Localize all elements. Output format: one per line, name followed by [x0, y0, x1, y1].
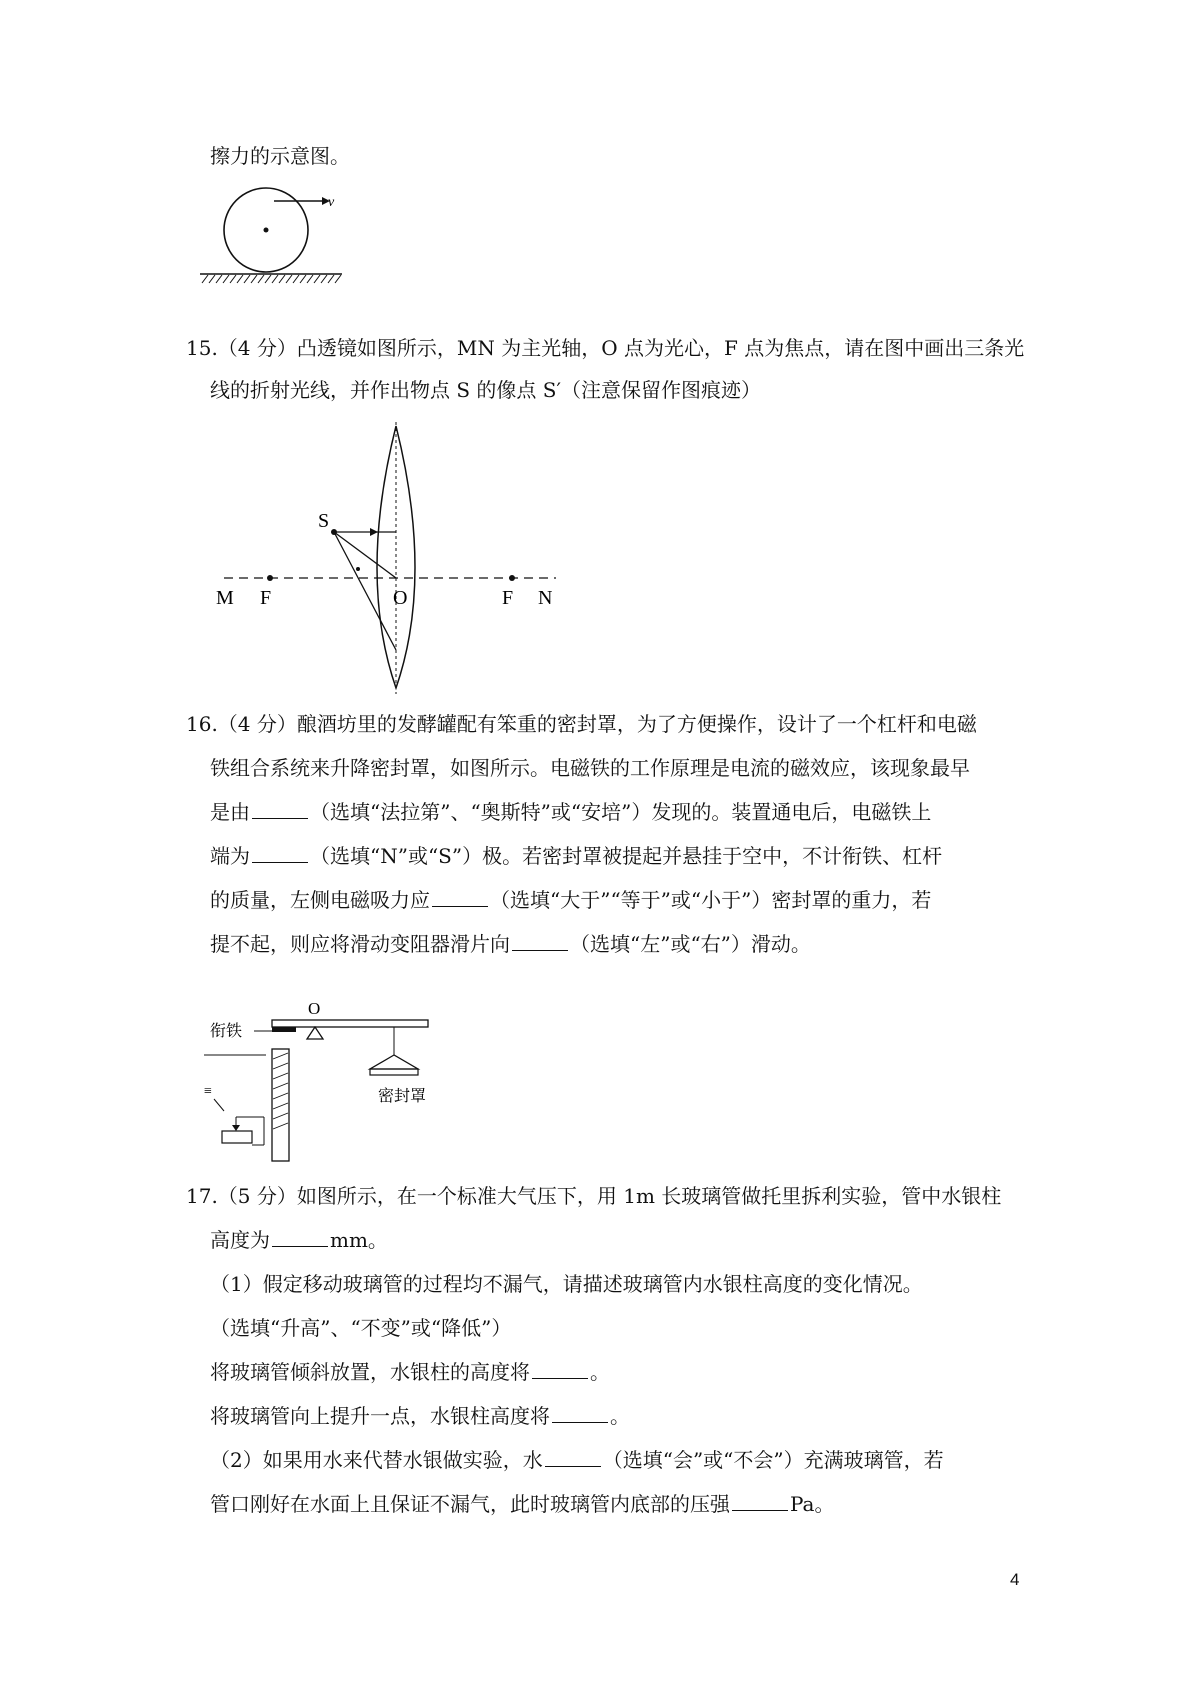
- q17-line6: 将玻璃管向上提升一点，水银柱高度将 。: [210, 1404, 630, 1428]
- label-s: S: [318, 510, 330, 532]
- q16-line1: 16.（4 分）酿酒坊里的发酵罐配有笨重的密封罩，为了方便操作，设计了一个杠杆和电磁: [186, 712, 977, 736]
- armature: [272, 1027, 296, 1032]
- q15-line2: 线的折射光线，并作出物点 S 的像点 S′（注意保留作图痕迹）: [210, 378, 762, 402]
- power-source-glyph: ≡: [204, 1084, 212, 1099]
- q17-line8: 管口刚好在水面上且保证不漏气，此时玻璃管内底部的压强 Pa。: [210, 1492, 835, 1516]
- lever-bar: [272, 1020, 428, 1027]
- q16-line5: 的质量，左侧电磁吸力应 （选填“大于”“等于”或“小于”）密封罩的重力，若: [210, 888, 932, 912]
- ray-through-focus: [334, 532, 396, 650]
- label-f-left: F: [260, 587, 272, 609]
- q17-line5: 将玻璃管倾斜放置，水银柱的高度将 。: [210, 1360, 610, 1384]
- lever-figure: [200, 993, 460, 1168]
- answer-blank: [432, 888, 488, 907]
- lens-figure: [210, 420, 570, 695]
- q17-line7: （2）如果用水来代替水银做实验，水 （选填“会”或“不会”）充满玻璃管，若: [210, 1448, 944, 1472]
- label-f-right: F: [502, 587, 514, 609]
- label-n: N: [538, 587, 553, 609]
- electromagnet-coil: [273, 1053, 288, 1129]
- page-number: 4: [1010, 1570, 1020, 1589]
- q16-line4: 端为 （选填“N”或“S”）极。若密封罩被提起并悬挂于空中，不计衔铁、杠杆: [210, 844, 943, 868]
- ground-hatch: [202, 275, 341, 283]
- ray-through-center: [334, 532, 396, 578]
- q16-line3: 是由 （选填“法拉第”、“奥斯特”或“安培”）发现的。装置通电后，电磁铁上: [210, 800, 932, 824]
- intro-text: 擦力的示意图。: [210, 144, 350, 168]
- label-armature: 衔铁: [210, 1023, 243, 1040]
- q17-line2: 高度为 mm。: [210, 1228, 388, 1252]
- q17-line1: 17.（5 分）如图所示，在一个标准大气压下，用 1m 长玻璃管做托里拆利实验，管中水银柱: [186, 1184, 1002, 1208]
- answer-blank: [552, 1404, 608, 1423]
- answer-blank: [252, 800, 308, 819]
- q17-line4: （选填“升高”、“不变”或“降低”）: [210, 1316, 512, 1340]
- answer-blank: [732, 1492, 788, 1511]
- answer-blank: [545, 1448, 601, 1467]
- answer-blank: [252, 844, 308, 863]
- label-o: O: [393, 587, 408, 609]
- seal-cover: [370, 1069, 418, 1075]
- q16-line2: 铁组合系统来升降密封罩，如图所示。电磁铁的工作原理是电流的磁效应，该现象最早: [210, 756, 970, 780]
- wheel-center: [264, 228, 269, 233]
- label-cover: 密封罩: [378, 1088, 427, 1105]
- q17-line3: （1）假定移动玻璃管的过程均不漏气，请描述玻璃管内水银柱高度的变化情况。: [210, 1272, 923, 1296]
- focus-left-point: [267, 575, 273, 581]
- seal-cover-hook: [370, 1055, 418, 1069]
- rheostat: [222, 1131, 252, 1143]
- q16-line6: 提不起，则应将滑动变阻器滑片向 （选填“左”或“右”）滑动。: [210, 932, 811, 956]
- q15-line1: 15.（4 分）凸透镜如图所示，MN 为主光轴，O 点为光心，F 点为焦点，请在图中画出三条光: [186, 336, 1025, 360]
- fulcrum: [307, 1027, 323, 1039]
- focus-right-point: [509, 575, 515, 581]
- label-pivot: O: [308, 999, 321, 1018]
- answer-blank: [512, 932, 568, 951]
- velocity-label: v: [328, 195, 335, 210]
- answer-blank: [532, 1360, 588, 1379]
- wheel-figure: [196, 186, 346, 304]
- answer-blank: [272, 1228, 328, 1247]
- label-m: M: [216, 587, 234, 609]
